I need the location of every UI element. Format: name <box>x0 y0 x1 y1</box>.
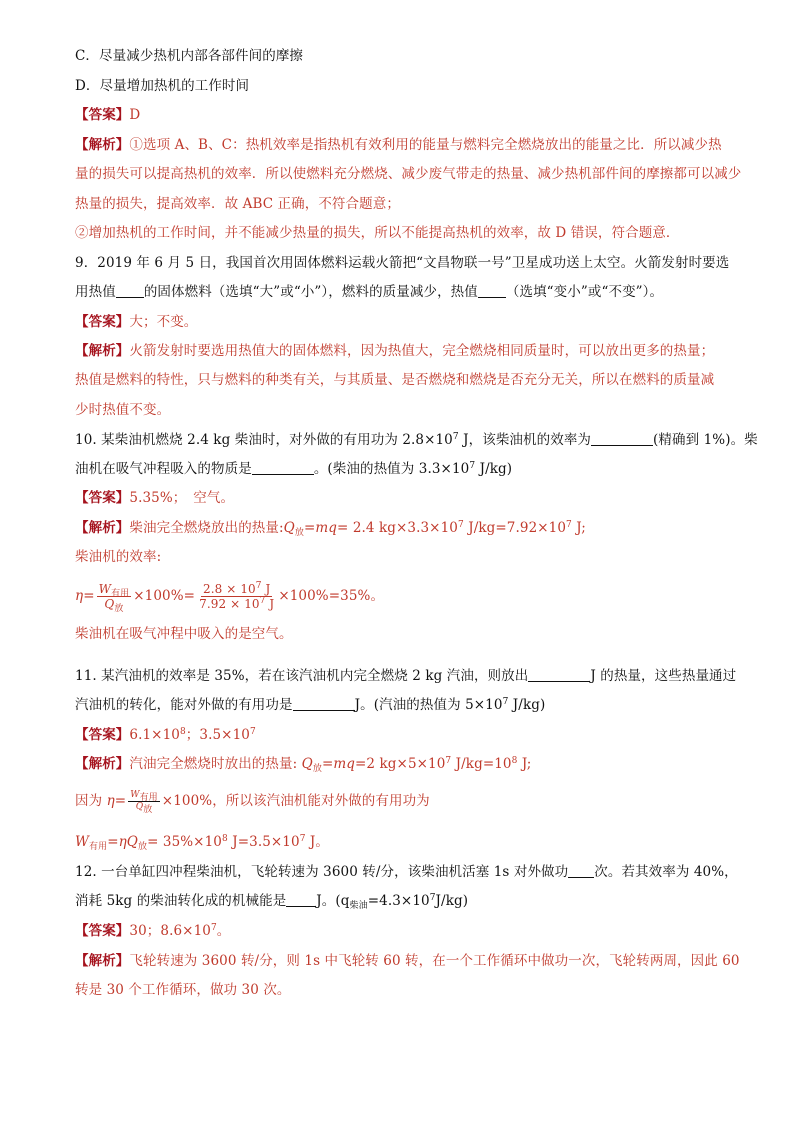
explanation-text: 柴油机在吸气冲程中吸入的是空气。 <box>75 626 293 642</box>
answer-value: 6.1×10 <box>129 727 180 743</box>
math-var: mq <box>315 520 338 536</box>
question-text: 10. 某柴油机燃烧 2.4 kg 柴油时，对外做的有用功为 2.8×10 <box>75 432 453 448</box>
explanation-10-line2 <box>75 548 161 566</box>
math-var: mq <box>333 756 356 772</box>
exponent: 7 <box>249 727 256 737</box>
question-text: 11. 某汽油机的效率是 35%，若在该汽油机内完全燃烧 2 kg 汽油，则放出 <box>75 668 529 684</box>
subscript: 放 <box>137 842 148 852</box>
explanation-11-line2 <box>75 789 430 813</box>
exponent: 8 <box>221 834 228 844</box>
explanation-text: ×100%，所以该汽油机能对外做的有用功为 <box>161 793 430 809</box>
exponent: 8 <box>179 727 186 737</box>
question-text: 用热值 <box>75 284 116 300</box>
explanation-8-line2 <box>75 165 741 183</box>
answer-value: 5.35%； 空气。 <box>129 490 235 506</box>
question-11-line1 <box>75 667 736 685</box>
fill-blank[interactable] <box>478 283 506 298</box>
exponent: 7 <box>502 697 509 707</box>
subscript: 有用 <box>88 842 108 852</box>
math-text: J/kg=7.92×10 <box>463 520 567 536</box>
question-text: J/kg) <box>475 461 513 477</box>
question-9-line2 <box>75 283 663 301</box>
explanation-12-line1 <box>75 952 740 970</box>
question-10-line2 <box>75 460 512 478</box>
math-text: = <box>321 756 334 772</box>
question-text: J。(汽油的热值为 5×10 <box>354 697 503 713</box>
exponent: 7 <box>469 461 476 471</box>
math-var: Q <box>104 597 115 611</box>
explanation-8-line1 <box>75 136 722 154</box>
exponent: 7 <box>445 756 452 766</box>
fraction-values <box>197 582 276 611</box>
explanation-text: 火箭发射时要选用热值大的固体燃料，因为热值大，完全燃烧相同质量时，可以放出更多的热量； <box>129 343 715 359</box>
explanation-text: ②增加热机的工作时间，并不能减少热量的损失，所以不能提高热机的效率，故 D 错误，符合题意． <box>75 225 680 241</box>
answer-value: D <box>129 107 141 123</box>
math-text: ×100%=35%。 <box>278 588 385 604</box>
question-text: 次。若其效率为 40%， <box>594 864 738 880</box>
math-text: = 2.4 kg×3.3×10 <box>337 520 458 536</box>
exponent: 7 <box>299 834 306 844</box>
explanation-text: 量的损失可以提高热机的效率．所以使燃料充分燃烧、减少废气带走的热量、减少热机部件间的摩擦都可以减少 <box>75 166 742 182</box>
question-text: 汽油机的转化，能对外做的有用功是 <box>75 697 293 713</box>
math-var: ηQ <box>118 834 138 850</box>
question-text: 9．2019 年 6 月 5 日，我国首次用固体燃料运载火箭把“文昌物联一号”卫星成功送上太空。火箭发射时要选 <box>75 255 730 271</box>
question-text: (精确到 1%)。柴 <box>653 432 758 448</box>
question-text: =4.3×10 <box>367 893 430 909</box>
math-text: = <box>107 834 119 850</box>
question-text: 消耗 5kg 的柴油转化成的机械能是 <box>75 893 287 909</box>
explanation-text: 飞轮转速为 3600 转/分，则 1s 中飞轮转 60 转，在一个工作循环中做功一次，飞轮转两周，因此 60 <box>129 953 740 969</box>
math-text: = <box>114 793 127 809</box>
question-text: 。(柴油的热值为 3.3×10 <box>313 461 470 477</box>
option-c <box>75 47 303 65</box>
fill-blank[interactable] <box>116 283 144 298</box>
explanation-12-line2 <box>75 981 291 999</box>
explanation-tag: 【解析】 <box>75 520 130 536</box>
answer-tag: 【答案】 <box>75 490 130 506</box>
math-text: J <box>265 597 275 611</box>
question-11-line2 <box>75 696 545 714</box>
explanation-text: 少时热值不变。 <box>75 402 171 418</box>
exponent: 7 <box>566 520 572 530</box>
exponent: 7 <box>452 432 459 442</box>
fill-blank[interactable] <box>528 667 590 682</box>
subscript: 放 <box>294 528 304 538</box>
question-text: J/kg) <box>508 697 546 713</box>
math-var: W <box>75 834 89 850</box>
explanation-8-line4 <box>75 224 680 242</box>
math-text: 7.92 × 10 <box>199 597 260 611</box>
math-text: J <box>261 582 271 596</box>
exponent: 7 <box>429 893 436 903</box>
explanation-tag: 【解析】 <box>75 137 130 153</box>
subscript: 有用 <box>111 589 130 599</box>
answer-12 <box>75 922 230 940</box>
fraction-w-over-q <box>128 790 160 813</box>
explanation-9-line1 <box>75 342 714 360</box>
subscript: 放 <box>114 604 124 614</box>
exponent: 7 <box>255 581 262 591</box>
answer-tag: 【答案】 <box>75 314 130 330</box>
answer-tag: 【答案】 <box>75 727 130 743</box>
question-text: 油机在吸气冲程吸入的物质是 <box>75 461 252 477</box>
exponent: 7 <box>457 520 464 530</box>
math-var: Q <box>301 756 313 772</box>
question-10-line1 <box>75 431 758 449</box>
answer-tag: 【答案】 <box>75 107 130 123</box>
explanation-text: 热量的损失，提高效率．故 ABC 正确，不符合题意； <box>75 196 400 212</box>
answer-9 <box>75 313 197 331</box>
question-text: J 的热量，这些热量通过 <box>590 668 737 684</box>
fill-blank[interactable] <box>286 892 316 907</box>
subscript: 有用 <box>139 793 158 803</box>
explanation-11-line3 <box>75 833 329 851</box>
math-text: = <box>83 588 95 604</box>
explanation-text: ①选项 A、B、C：热机效率是指热机有效利用的能量与燃料完全燃烧放出的能量之比．所以减少热 <box>129 137 722 153</box>
explanation-text: 柴油机的效率: <box>75 549 162 565</box>
exponent: 7 <box>259 596 266 606</box>
fill-blank[interactable] <box>252 460 314 475</box>
question-12-line1 <box>75 863 738 881</box>
math-text: ×100%= <box>133 588 196 604</box>
fill-blank[interactable] <box>568 863 594 878</box>
explanation-9-line2 <box>75 371 714 389</box>
explanation-8-line3 <box>75 195 400 213</box>
subscript: 放 <box>143 805 153 815</box>
math-var: W <box>130 790 140 800</box>
math-text: J; <box>517 756 532 772</box>
math-text: J。 <box>305 834 330 850</box>
explanation-text: 因为 <box>75 793 107 809</box>
math-text: =2 kg×5×10 <box>355 756 446 772</box>
math-var: Q <box>283 520 295 536</box>
question-9-line1 <box>75 254 729 272</box>
explanation-10-line4 <box>75 625 293 643</box>
question-text: 的固体燃料（选填“大”或“小”），燃料的质量减少，热值 <box>143 284 478 300</box>
option-d <box>75 77 249 95</box>
question-text: J/kg) <box>435 893 469 909</box>
math-text: J=3.5×10 <box>227 834 300 850</box>
answer-10 <box>75 489 234 507</box>
fill-blank[interactable] <box>293 696 355 711</box>
fill-blank[interactable] <box>591 431 653 446</box>
fraction-w-over-q <box>97 582 132 614</box>
explanation-11-line1 <box>75 755 531 773</box>
question-text: （选填“变小”或“不变”）。 <box>505 284 664 300</box>
math-var: Q <box>135 802 144 812</box>
question-text: J，该柴油机的效率为 <box>458 432 592 448</box>
answer-value: 。 <box>216 923 231 939</box>
explanation-text: 汽油完全燃烧时放出的热量: <box>129 756 302 772</box>
option-c-text: C．尽量减少热机内部各部件间的摩擦 <box>75 48 304 64</box>
answer-tag: 【答案】 <box>75 923 130 939</box>
math-var: η <box>106 793 115 809</box>
answer-8 <box>75 106 140 124</box>
explanation-text: 热值是燃料的特性，只与燃料的种类有关，与其质量、是否燃烧和燃烧是否充分无关，所以在燃料的质量减 <box>75 372 715 388</box>
question-12-line2 <box>75 892 468 910</box>
math-var: W <box>98 582 112 596</box>
explanation-text: 柴油完全燃烧放出的热量: <box>129 520 284 536</box>
explanation-text: 转是 30 个工作循环，做功 30 次。 <box>75 982 291 998</box>
explanation-10-line1 <box>75 519 586 537</box>
explanation-tag: 【解析】 <box>75 343 130 359</box>
exponent: 7 <box>210 923 217 933</box>
explanation-tag: 【解析】 <box>75 756 130 772</box>
explanation-tag: 【解析】 <box>75 953 130 969</box>
answer-value: 大；不变。 <box>129 314 198 330</box>
subscript: 柴油 <box>349 901 368 911</box>
math-text: J; <box>571 520 586 536</box>
math-var: η <box>75 588 84 604</box>
efficiency-formula <box>75 578 384 614</box>
answer-value: ；3.5×10 <box>185 727 250 743</box>
answer-11 <box>75 726 256 744</box>
question-text: 12. 一台单缸四冲程柴油机，飞轮转速为 3600 转/分，该柴油机活塞 1s 对外做功 <box>75 864 569 880</box>
math-text: = <box>303 520 316 536</box>
subscript: 放 <box>312 764 322 774</box>
math-text: J/kg=10 <box>451 756 512 772</box>
math-text: 2.8 × 10 <box>202 582 256 596</box>
explanation-9-line3 <box>75 401 170 419</box>
answer-value: 30；8.6×10 <box>129 923 211 939</box>
option-d-text: D．尽量增加热机的工作时间 <box>75 78 250 94</box>
exponent: 8 <box>511 756 518 766</box>
math-text: = 35%×10 <box>147 834 222 850</box>
question-text: J。(q <box>316 893 350 909</box>
